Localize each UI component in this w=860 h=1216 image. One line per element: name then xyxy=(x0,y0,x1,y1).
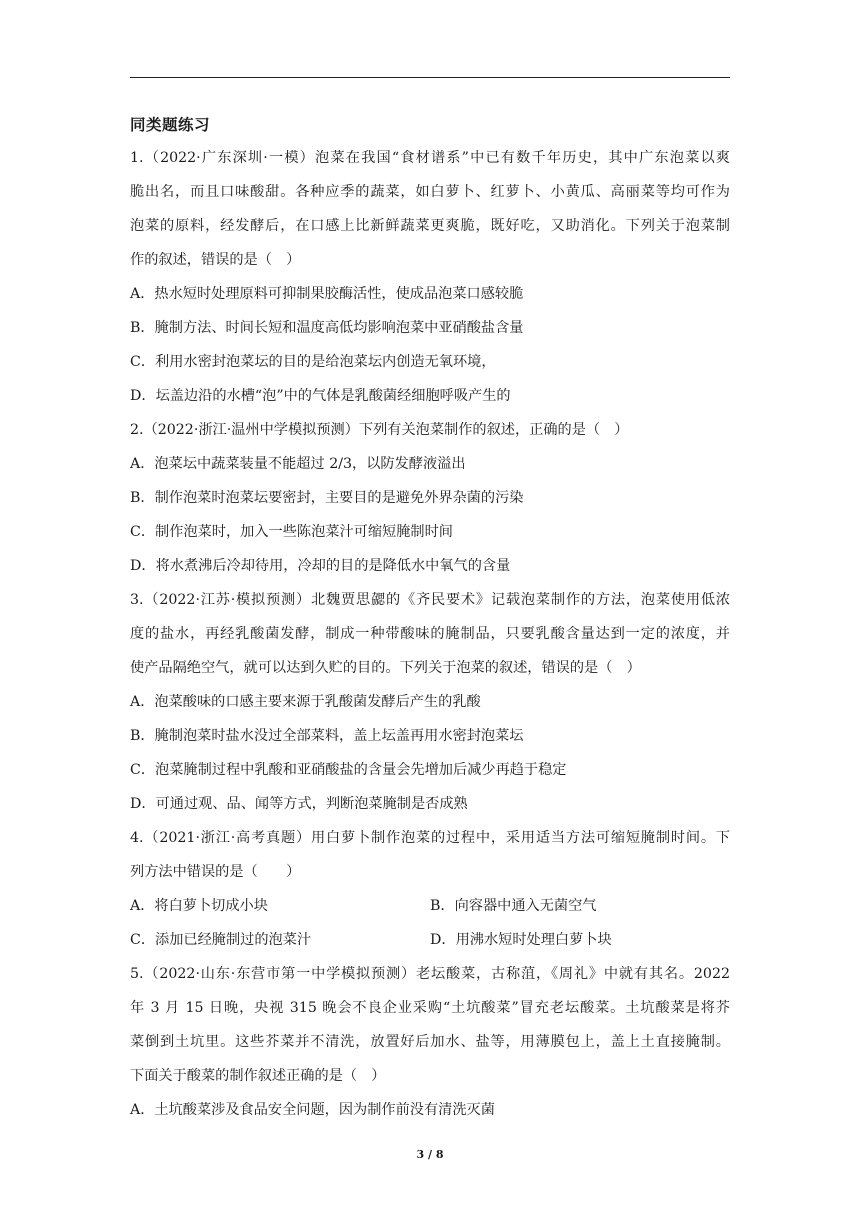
question-stem-line: 下面关于酸菜的制作叙述正确的是（ ） xyxy=(130,1068,386,1084)
option-d: D．将水煮沸后冷却待用，冷却的目的是降低水中氧气的含量 xyxy=(130,558,511,574)
section-title: 同类题练习 xyxy=(130,116,211,134)
option-row xyxy=(130,923,730,957)
option-b: B．向容器中通入无菌空气 xyxy=(430,898,597,914)
question-list xyxy=(130,141,730,1127)
option-b: B．腌制泡菜时盐水没过全部菜料，盖上坛盖再用水密封泡菜坛 xyxy=(130,728,524,744)
question-4 xyxy=(130,821,730,957)
option-d: D．用沸水短时处理白萝卜块 xyxy=(430,932,612,948)
option-c: C．添加已经腌制过的泡菜汁 xyxy=(130,932,312,948)
option-a: A．土坑酸菜涉及食品安全问题，因为制作前没有清洗灭菌 xyxy=(130,1102,495,1118)
option-a: A．热水短时处理原料可抑制果胶酶活性，使成品泡菜口感较脆 xyxy=(130,286,524,302)
question-stem-line: 度的盐水，再经乳酸菌发酵，制成一种带酸味的腌制品，只要乳酸含量达到一定的浓度，并 xyxy=(130,626,730,642)
option-b: B．制作泡菜时泡菜坛要密封，主要目的是避免外界杂菌的污染 xyxy=(130,490,524,506)
question-1 xyxy=(130,141,730,413)
option-d: D．坛盖边沿的水槽“泡”中的气体是乳酸菌经细胞呼吸产生的 xyxy=(130,388,511,404)
option-c: C．泡菜腌制过程中乳酸和亚硝酸盐的含量会先增加后减少再趋于稳定 xyxy=(130,762,567,778)
question-5 xyxy=(130,957,730,1127)
question-3 xyxy=(130,583,730,821)
option-a: A．将白萝卜切成小块 xyxy=(130,898,268,914)
page-number: 3 / 8 xyxy=(416,1148,444,1161)
header-rule xyxy=(130,77,730,78)
question-stem-line: 使产品隔绝空气，就可以达到久贮的目的。下列关于泡菜的叙述，错误的是（ ） xyxy=(130,660,641,676)
question-stem-line: 作的叙述，错误的是（ ） xyxy=(130,252,301,268)
question-stem-line: 4.（2021·浙江·高考真题）用白萝卜制作泡菜的过程中，采用适当方法可缩短腌制时间。下 xyxy=(130,830,730,846)
question-stem-line: 列方法中错误的是（ ） xyxy=(130,864,301,880)
option-a: A．泡菜坛中蔬菜装量不能超过 2/3，以防发酵液溢出 xyxy=(130,456,466,472)
question-stem-line: 1.（2022·广东深圳·一模）泡菜在我国“食材谱系”中已有数千年历史，其中广东泡菜以爽 xyxy=(130,150,730,166)
question-stem-line: 5.（2022·山东·东营市第一中学模拟预测）老坛酸菜，古称菹，《周礼》中就有其名。2022 xyxy=(130,966,730,982)
question-stem-line: 泡菜的原料，经发酵后，在口感上比新鲜蔬菜更爽脆，既好吃，又助消化。下列关于泡菜制 xyxy=(130,218,730,234)
option-c: C．利用水密封泡菜坛的目的是给泡菜坛内创造无氧环境， xyxy=(130,354,496,370)
question-stem-line: 2.（2022·浙江·温州中学模拟预测）下列有关泡菜制作的叙述，正确的是（ ） xyxy=(130,422,629,438)
option-row xyxy=(130,889,730,923)
option-a: A．泡菜酸味的口感主要来源于乳酸菌发酵后产生的乳酸 xyxy=(130,694,481,710)
question-stem-line: 3.（2022·江苏·模拟预测）北魏贾思勰的《齐民要术》记载泡菜制作的方法，泡菜使用低浓 xyxy=(130,592,730,608)
option-b: B．腌制方法、时间长短和温度高低均影响泡菜中亚硝酸盐含量 xyxy=(130,320,524,336)
question-stem-line: 年 3 月 15 日晚，央视 315 晚会不良企业采购“土坑酸菜”冒充老坛酸菜。土坑酸菜是将芥 xyxy=(130,1000,730,1016)
question-stem-line: 菜倒到土坑里。这些芥菜并不清洗，放置好后加水、盐等，用薄膜包上，盖上土直接腌制。 xyxy=(130,1034,730,1050)
question-stem-line: 脆出名，而且口味酸甜。各种应季的蔬菜，如白萝卜、红萝卜、小黄瓜、高丽菜等均可作为 xyxy=(130,184,730,200)
option-c: C．制作泡菜时，加入一些陈泡菜汁可缩短腌制时间 xyxy=(130,524,453,540)
question-2 xyxy=(130,413,730,583)
option-d: D．可通过观、品、闻等方式，判断泡菜腌制是否成熟 xyxy=(130,796,468,812)
